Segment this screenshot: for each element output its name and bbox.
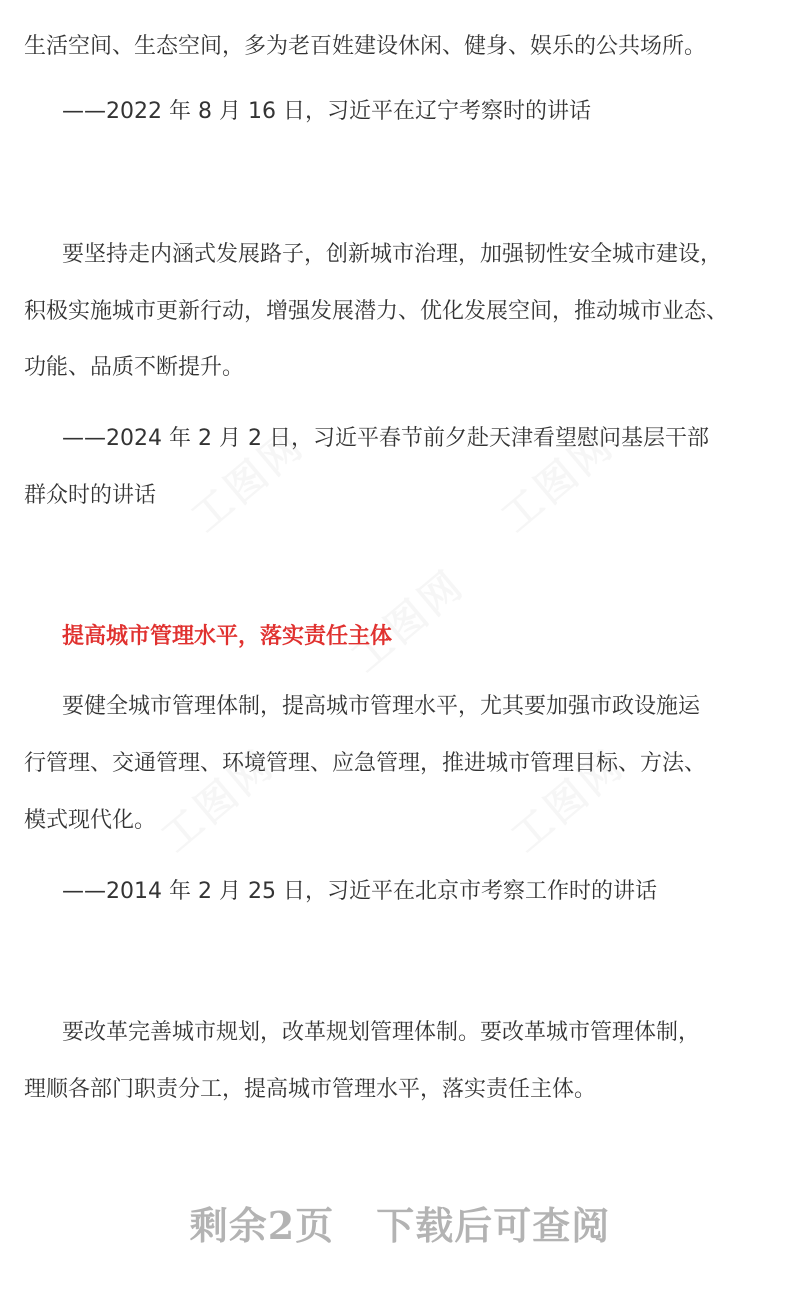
paragraph-line: 生活空间、生态空间，多为老百姓建设休闲、健身、娱乐的公共场所。 bbox=[24, 34, 707, 59]
quote-attribution: 群众时的讲话 bbox=[24, 483, 157, 508]
quote-attribution: ——2014 年 2 月 25 日，习近平在北京市考察工作时的讲话 bbox=[62, 879, 657, 904]
paragraph-line: 行管理、交通管理、环境管理、应急管理，推进城市管理目标、方法、 bbox=[24, 751, 707, 776]
download-prompt[interactable] bbox=[0, 1195, 800, 1250]
quote-attribution: ——2024 年 2 月 2 日，习近平春节前夕赴天津看望慰问基层干部 bbox=[62, 426, 709, 451]
paragraph-line: 要改革完善城市规划，改革规划管理体制。要改革城市管理体制， bbox=[62, 1020, 701, 1045]
paragraph-line: 功能、品质不断提升。 bbox=[24, 355, 245, 380]
watermark bbox=[337, 554, 475, 683]
paragraph-line: 模式现代化。 bbox=[24, 808, 157, 833]
remaining-pages-text: 剩余2页 bbox=[189, 1203, 335, 1248]
paragraph-line: 要坚持走内涵式发展路子，创新城市治理，加强韧性安全城市建设， bbox=[62, 242, 723, 267]
section-heading: 提高城市管理水平，落实责任主体 bbox=[62, 624, 393, 649]
paragraph-line: 要健全城市管理体制，提高城市管理水平，尤其要加强市政设施运 bbox=[62, 694, 701, 719]
paragraph-line: 积极实施城市更新行动，增强发展潜力、优化发展空间，推动城市业态、 bbox=[24, 299, 729, 324]
download-to-view-text: 下载后可查阅 bbox=[376, 1203, 611, 1248]
quote-attribution: ——2022 年 8 月 16 日，习近平在辽宁考察时的讲话 bbox=[62, 99, 591, 124]
paragraph-line: 理顺各部门职责分工，提高城市管理水平，落实责任主体。 bbox=[24, 1077, 597, 1102]
